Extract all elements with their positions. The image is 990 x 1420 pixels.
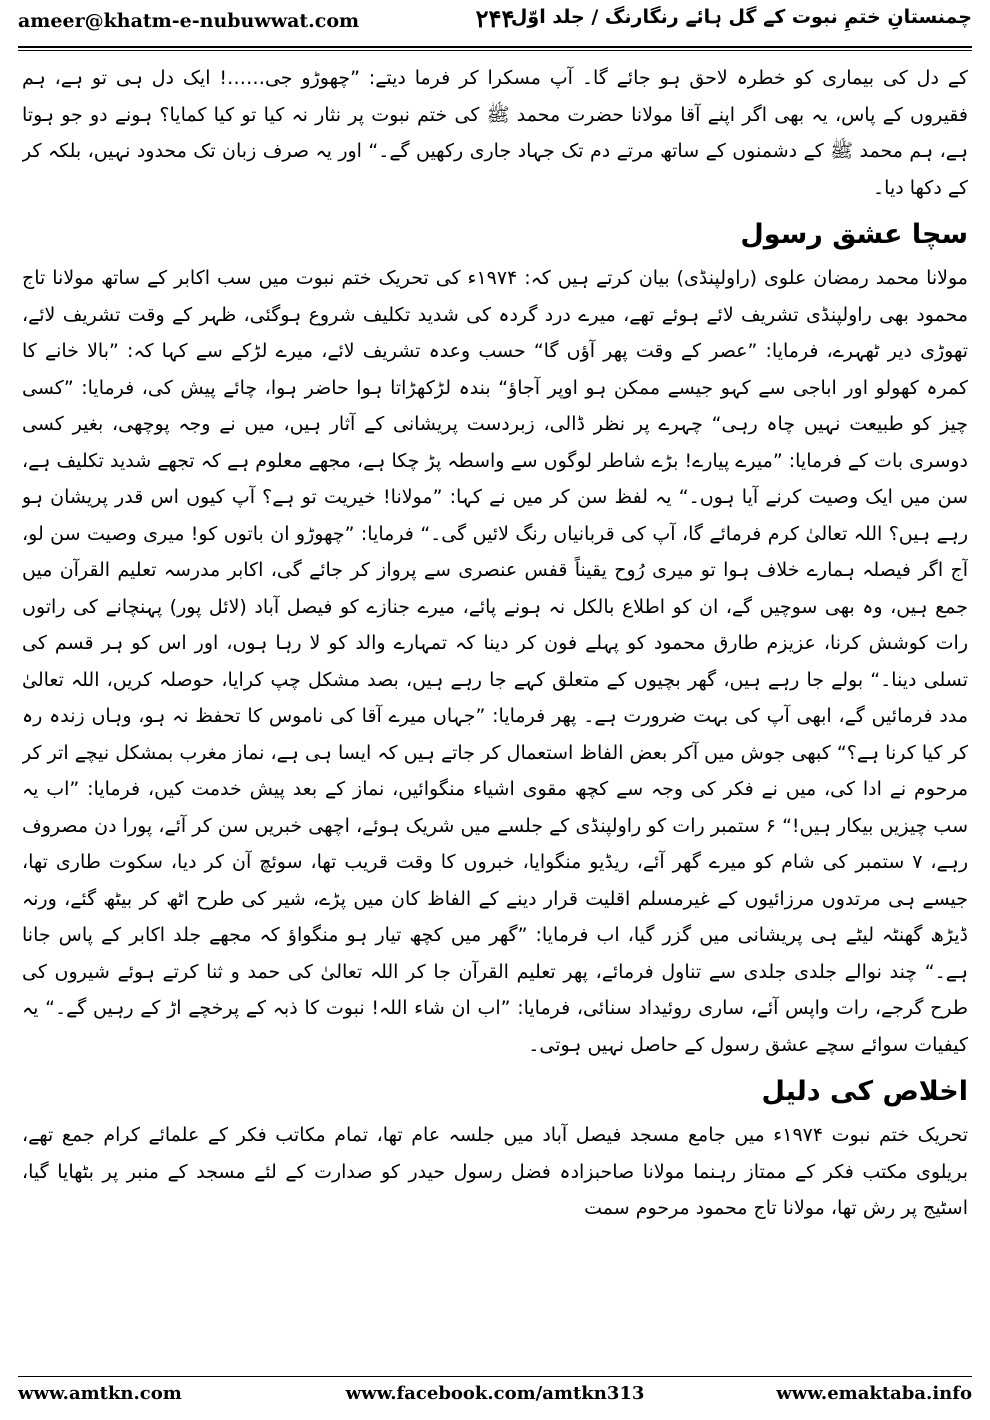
book-title: چمنستانِ ختمِ نبوت کے گل ہائے رنگارنگ / جلد اوّل: [510, 6, 972, 28]
header-rule: [18, 46, 972, 48]
page-footer: [18, 1383, 972, 1413]
paragraph-intro: کے دل کی بیماری کو خطرہ لاحق ہو جائے گا۔ آپ مسکرا کر فرما دیتے: ”چھوڑو جی……! ایک دل ہی تو ہے، ہم فقیروں کے پاس، یہ بھی اگر اپنے آقا مولانا حضرت محمد ﷺ کی ختم نبوت پر نثار نہ کیا تو کیا کمایا؟ ہونے دو جو ہوتا ہے، ہم محمد ﷺ کے دشمنوں کے ساتھ مرتے دم تک جہاد جاری رکھیں گے۔“ اور یہ صرف زبان تک محدود نہیں، بلکہ کر کے دکھا دیا۔: [22, 67, 968, 199]
footer-link-amtkn: www.amtkn.com: [18, 1383, 182, 1404]
page-header: [18, 0, 972, 44]
header-email: ameer@khatm-e-nubuwwat.com: [18, 10, 360, 32]
header-rule-thin: [18, 50, 972, 51]
section-heading-true-love: سچا عشق رسول: [740, 219, 968, 250]
page-body: [22, 60, 968, 1358]
section-heading-sincerity: اخلاص کی دلیل: [761, 1076, 968, 1107]
footer-link-emaktaba: www.emaktaba.info: [776, 1383, 972, 1404]
paragraph-sincerity: تحریک ختم نبوت ۱۹۷۴ء میں جامع مسجد فیصل آباد میں جلسہ عام تھا، تمام مکاتب فکر کے علمائے کرام جمع تھے، بریلوی مکتب فکر کے ممتاز رہنما مولانا صاحبزادہ فضل رسول حیدر کو صدارت کے لئے مسجد کے منبر پر بٹھایا گیا، اسٹیج پر رش تھا، مولانا تاج محمود مرحوم سمت: [22, 1124, 968, 1219]
footer-rule: [18, 1376, 972, 1377]
footer-link-facebook: www.facebook.com/amtkn313: [345, 1383, 645, 1404]
page-number: ۲۴۴: [475, 4, 515, 33]
paragraph-story: مولانا محمد رمضان علوی (راولپنڈی) بیان کرتے ہیں کہ: ۱۹۷۴ء کی تحریک ختم نبوت میں سب اکابر کے ساتھ مولانا تاج محمود بھی راولپنڈی تشریف لائے ہوئے تھے، میرے درد گردہ کی شدید تکلیف شروع ہوگئی، ظہر کے وقت تشریف لائے، تھوڑی دیر ٹھہرے، فرمایا: ”عصر کے وقت پھر آؤں گا“ حسب وعدہ تشریف لائے، میرے لڑکے سے کہا کہ: ”بالا خانے کا کمرہ کھولو اور اباجی سے کہو جیسے ممکن ہو اوپر آجاؤ“ بندہ لڑکھڑاتا ہوا حاضر ہوا، چائے پیش کی، فرمایا: ”کسی چیز کو طبیعت نہیں چاہ رہی“ چہرے پر نظر ڈالی، زبردست پریشانی کے آثار ہیں، میں نے وجہ پوچھی، بغیر کسی دوسری بات کے فرمایا: ”میرے پیارے! بڑے شاطر لوگوں سے واسطہ پڑ چکا ہے، مجھے معلوم ہے کہ تجھے شدید تکلیف ہے، سن میں ایک وصیت کرنے آیا ہوں۔“ یہ لفظ سن کر میں نے کہا: ”مولانا! خیریت تو ہے؟ آپ کیوں اس قدر پریشان ہو رہے ہیں؟ اللہ تعالیٰ کرم فرمائے گا، آپ کی قربانیاں رنگ لائیں گی۔“ فرمایا: ”چھوڑو ان باتوں کو! میری وصیت سن لو، آج اگر فیصلہ ہمارے خلاف ہوا تو میری رُوح یقیناً قفس عنصری سے پرواز کر جائے گی، اکابر مدرسہ تعلیم القرآن میں جمع ہیں، وہ بھی سوچیں گے، ان کو اطلاع بالکل نہ ہونے پائے، میرے جنازے کو فیصل آباد (لائل پور) پہنچانے کی راتوں رات کوشش کرنا، عزیزم طارق محمود کو پہلے فون کر دینا کہ تمہارے والد کو لا رہا ہوں، اور اس کو ہر قسم کی تسلی دینا۔“ بولے جا رہے ہیں، گھر بچیوں کے متعلق کہے جا رہے ہیں، بصد مشکل چپ کرایا، حوصلہ کریں، اللہ تعالیٰ مدد فرمائیں گے، ابھی آپ کی بہت ضرورت ہے۔ پھر فرمایا: ”جہاں میرے آقا کی ناموس کا تحفظ نہ ہو، وہاں زندہ رہ کر کیا کرنا ہے؟“ کبھی جوش میں آکر بعض الفاظ استعمال کر جاتے ہیں کہ ایسا ہی ہے، نماز مغرب بمشکل نیچے اتر کر مرحوم نے ادا کی، میں نے فکر کی وجہ سے کچھ مقوی اشیاء منگوائیں، نماز کے بعد پیش خدمت کیں، فرمایا: ”اب یہ سب چیزیں بیکار ہیں!“ ۶ ستمبر رات کو راولپنڈی کے جلسے میں شریک ہوئے، اچھی خبریں سن کر آئے، پورا دن مصروف رہے، ۷ ستمبر کی شام کو میرے گھر آئے، ریڈیو منگوایا، خبروں کا وقت قریب تھا، سوئچ آن کر دیا، سکوت طاری تھا، جیسے ہی مرتدوں مرزائیوں کے غیرمسلم اقلیت قرار دینے کے الفاظ کان میں پڑے، شیر کی طرح اٹھ کر بیٹھ گئے، ورنہ ڈیڑھ گھنٹہ لیٹے ہی پریشانی میں گزر گیا، اب فرمایا: ”گھر میں کچھ تیار ہو منگواؤ کہ مجھے جلد اکابر کے پاس جانا ہے۔“ چند نوالے جلدی جلدی سے تناول فرمائے، پھر تعلیم القرآن جا کر اللہ تعالیٰ کی حمد و ثنا کرتے ہوئے شیروں کی طرح گرجے، رات واپس آئے، ساری روئیداد سنائی، فرمایا: ”اب ان شاء اللہ! نبوت کا ذبہ کے پرخچے اڑ کے رہیں گے۔“ یہ کیفیات سوائے سچے عشق رسول کے حاصل نہیں ہوتی۔: [22, 267, 968, 1056]
